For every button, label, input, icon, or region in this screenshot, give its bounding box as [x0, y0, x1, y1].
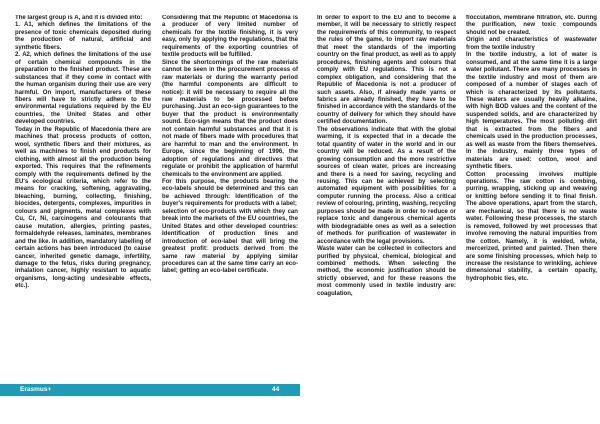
paragraph: 2. A2, which defines the limitations of the use of certain chemical compounds in the preparation to the finished product. These are substances that if they come in contact with the human organism during their use are very harmful. On import, manufacturers of these fibers will have to strictly adhere to the environmental regulations required by the EU countries, the United States and other developed countries. [15, 52, 151, 126]
paragraph: The observations indicate that with the global warming, it is expected that in a decade the total quantity of water in the world and in our country will be reduced. As a result of the growing consumption and the more restrictive sources of clean water, prices are increasing and there is a need for saving, recycling and reusing. This can be achieved by selecting automated equipment with possibilities for a computer running the process. Also a critical review of colouring, printing, washing, recycling purposes should be made in order to reduce or replace toxic and dangerous chemical agents with biodegradable ones as well as a selection of methods for purification of wastewater in accordance with the legal provisions. [317, 126, 456, 245]
footer-label: Erasmus+ [20, 386, 52, 393]
paragraph: In the textile industry, a lot of water is consumed, and at the same time it is a large water pollutant. There are many processes in the textile industry and most of them are composed of a number of stages each of which is characterized by its pollutants. These waters are usually heavily alkaline, with high BOD values and the content of the suspended solids, and are characterized by high temperatures. The most polluting dirt that is extracted from the fibers and chemicals used in the production processes, as well as waste from the fibers themselves. In the industry, mainly three types of materials are used: cotton, wool and synthetic fibers. [466, 52, 597, 171]
paragraph: 1. A1, which defines the limitations of the presence of toxic chemicals deposited during the production of natural, artificial and synthetic fibers. [15, 22, 151, 51]
section-heading: Origin and characteristics of wastewater from the textile industry [466, 37, 597, 51]
paragraph: For this purpose, the products bearing the eco-labels should be determined and this can be achieved through: Identification of the buyer's requirements for products with a label; [162, 178, 298, 208]
text-column-3 [317, 15, 456, 360]
text-column-2 [162, 15, 298, 360]
text-column-1 [15, 15, 151, 360]
paragraph: Since the shortcomings of the raw materials cannot be seen in the procurement process of raw materials or during the warranty period (the harmful components are difficult to notice): it will be necessary to require all the raw materials to be processed before purchasing. Just an eco-sign guarantees to the buyer that the product is environmentally sound. Eco-sign means that the product does not contain harmful substances and that it is not made of fibers made with procedures that are harmful to man and the environment. In Europe, since the beginning of 1996, the adoption of regulations and directives that regulate or prohibit the application of harmful chemicals to the environment are applied. [162, 59, 298, 178]
paragraph: Considering that the Republic of Macedonia is a producer of very limited number of chemicals for the textile finishing, it is very easy, only by applying the regulations, that the requirements of the exporting countries of textile products will be fulfilled. [162, 15, 298, 59]
footer-blank [300, 384, 600, 396]
text-column-4 [466, 15, 597, 360]
paragraph: Cotton processing involves multiple operations. The raw cotton is combing, purring, wrapping, sticking up and weaving or knitting before sending it to final finish. The above operations, apart from the starch, are mechanical, so that there is no waste water. Following these processes, the starch is removed, followed by wet processes that involve removing the natural impurities from the cotton. Namely, it is welded, white, mercerized, printed and painted. Then there are some finishing processes, which help to increase the resistance to wrinkling, achieve dimensional stability, a certain opacity, hydrophobic ties, etc. [466, 171, 597, 282]
page-number: 44 [272, 386, 280, 393]
paragraph: Waste water can be collected in collectors and purified by physical, chemical, biological and combined methods. When selecting the method, the economic justification should be strictly observed, and for these reasons the most commonly used in textile industry are: coagulation, [317, 246, 456, 297]
paragraph: flocculation, membrane filtration, etc. During the purification, new toxic compounds should not be created. [466, 15, 597, 36]
paragraph: In order to export to the EU and to become a member, it will be necessary to strictly respect the requirements of this community, to respect the rules of the game, to import raw materials that meet the standards of the importing country on the final product, as well as to apply procedures, finishing agents and colours that comply with EU regulations. This is not a complex obligation, and considering that the Republic of Macedonia is not a producer of such assets. Also, if already made yarns or fabrics are already finished, they have to be finished in accordance with the standards of the country of delivery for which they should have certified documentation. [317, 15, 456, 126]
paragraph: Today in the Republic of Macedonia there are machines that process products of cotton, wool, synthetic fibers and their mixtures, as well as machines to finish end products for clothing, with almost all the production being exported. This requires that the refinements comply with the requirements defined by the EU's ecological criteria, which refer to the means for cracking, softening, aggravating, bleaching, burning, collecting, finishing, biocides, detergents, complexes, impurities in colours and pigments, metal complexes with Cu, Cr, Ni, carcinogens and colourants that cause mutation, allergies, printing pastes, formaldehyde releases, laminates, membranes and the like. In addition, mandatory labelling of certain actions has been introduced (to cause cancer, inherited genetic damage, infertility, damage to the fetus, risks during pregnancy, inhalation cancer, highly resistant to aquatic organisms, long-acting undesirable effects, etc.). [15, 126, 151, 290]
paragraph: selection of eco-products with which they can break into the markets of the EU countries, the United States and other developed countries: Identification of production lines and introduction of eco-label that will bring the greatest profit: products derived from the same raw material by applying similar procedures can at the same time carry an eco-label; getting an eco-label certificate. [162, 208, 298, 275]
paragraph: The largest group is A, and it is divided into: [15, 15, 143, 21]
